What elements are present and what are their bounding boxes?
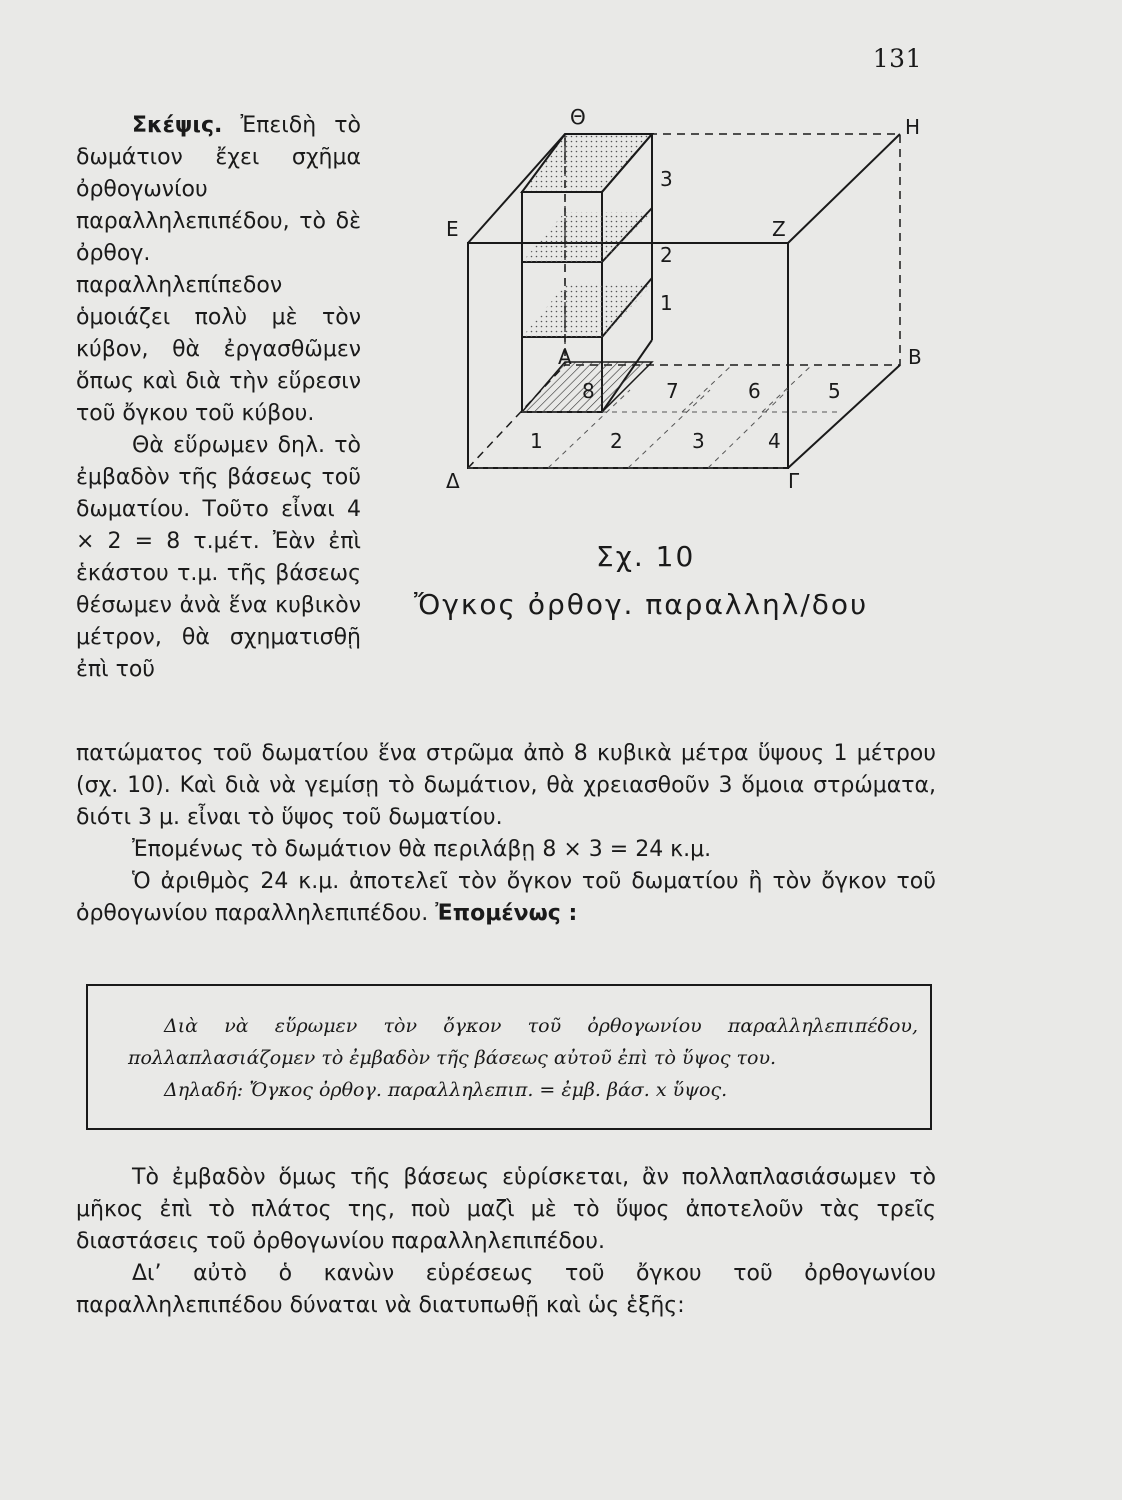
thought-body: Ἐπειδὴ τὸ δωμάτιον ἔχει σχῆμα ὀρθογωνίου παραλληλεπιπέδου, τὸ δὲ ὀρθογ. παραλληλεπίπεδον ὁμοιάζει πολὺ μὲ τὸν κύβον, θὰ ἐργασθῶμεν ὅπως καὶ διὰ τὴν εὕρεσιν τοῦ ὄγκου τοῦ κύβου. <box>76 113 362 426</box>
figure-caption: Σχ. 10 <box>596 540 696 573</box>
rule-formula: Δηλαδή: Ὄγκος ὀρθογ. παραλληλεπιπ. = ἐμβ. βάσ. x ὕψος. <box>164 1079 728 1101</box>
base-grid <box>468 365 840 468</box>
figure-parallelepiped <box>430 100 950 500</box>
continued-paragraph: πατώματος τοῦ δωματίου ἕνα στρῶμα ἀπὸ 8 κυβικὰ μέτρα ὕψους 1 μέτρου (σχ. 10). Καὶ διὰ νὰ γεμίσῃ τὸ δωμάτιον, θὰ χρειασθοῦν 3 ὅμοια στρώματα, διότι 3 μ. εἶναι τὸ ὕψος τοῦ δωματίου. <box>76 741 936 830</box>
front-row-number-2: 2 <box>610 429 623 453</box>
rule-restatement-intro: Δι’ αὐτὸ ὁ κανὼν εὑρέσεως τοῦ ὄγκου τοῦ ὀρθογωνίου παραλληλεπιπέδου δύναται νὰ διατυπωθῇ καὶ ὡς ἑξῆς: <box>76 1261 936 1318</box>
front-row-number-1: 1 <box>530 429 543 453</box>
page-number: 131 <box>872 44 922 73</box>
back-row-number-5: 5 <box>828 379 841 403</box>
result-paragraph: Ἐπομένως τὸ δωμάτιον θὰ περιλάβῃ 8 × 3 = 24 κ.μ. <box>132 837 712 862</box>
rule-box <box>86 984 932 1130</box>
stack-number-1: 1 <box>660 291 673 315</box>
back-row-number-8: 8 <box>582 379 595 403</box>
bottom-text <box>76 1162 936 1322</box>
label-theta: Θ <box>570 105 586 129</box>
therefore-word: Ἐπομένως : <box>435 901 578 926</box>
conclusion-paragraph <box>76 866 936 930</box>
side-column-text <box>76 110 361 686</box>
base-area-paragraph: Θὰ εὕρωμεν δηλ. τὸ ἐμβαδὸν τῆς βάσεως τοῦ δωματίου. Τοῦτο εἶναι 4 × 2 = 8 τ.μέτ. Ἐὰν ἐπὶ ἑκάστου τ.μ. τῆς βάσεως θέσωμεν ἀνὰ ἕνα κυβικὸν μέτρον, θὰ σχηματισθῇ ἐπὶ τοῦ <box>76 433 361 682</box>
rule-text <box>128 1010 918 1106</box>
thought-paragraph <box>76 110 361 430</box>
label-epsilon: Ε <box>446 217 459 241</box>
main-text <box>76 738 936 930</box>
label-alpha: Α <box>558 345 572 369</box>
stack-number-3: 3 <box>660 167 673 191</box>
front-row-number-4: 4 <box>768 429 781 453</box>
base-area-explanation: Τὸ ἐμβαδὸν ὅμως τῆς βάσεως εὑρίσκεται, ἂν πολλαπλασιάσωμεν τὸ μῆκος ἐπὶ τὸ πλάτος της, ποὺ μαζὶ μὲ τὸ ὕψος ἀποτελοῦν τὰς τρεῖς διαστάσεις τοῦ ὀρθογωνίου παραλληλεπιπέδου. <box>76 1165 936 1254</box>
label-eta: Η <box>905 115 921 139</box>
back-row-number-7: 7 <box>666 379 679 403</box>
edge-g-b <box>788 365 900 468</box>
label-delta: Δ <box>446 469 460 493</box>
front-face <box>468 243 788 468</box>
label-zeta: Ζ <box>772 217 786 241</box>
front-row-number-3: 3 <box>692 429 705 453</box>
rule-statement: Διὰ νὰ εὕρωμεν τὸν ὄγκον τοῦ ὀρθογωνίου παραλληλεπιπέδου, πολλαπλασιάζομεν τὸ ἐμβαδὸν τῆς βάσεως αὐτοῦ ἐπὶ τὸ ὕψος του. <box>128 1015 918 1069</box>
back-row-number-6: 6 <box>748 379 761 403</box>
conclusion-text: Ὁ ἀριθμὸς 24 κ.μ. ἀποτελεῖ τὸν ὄγκον τοῦ δωματίου ἢ τὸν ὄγκον τοῦ ὀρθογωνίου παραλληλεπιπέδου. <box>76 869 936 926</box>
edge-z-h <box>788 134 900 243</box>
stack-number-2: 2 <box>660 243 673 267</box>
cube-stack <box>522 134 652 412</box>
figure-title: Ὄγκος ὀρθογ. παραλληλ/δου <box>414 588 869 621</box>
label-beta: Β <box>908 345 922 369</box>
label-gamma: Γ <box>788 469 800 493</box>
figure-svg <box>430 100 950 500</box>
thought-lead: Σκέψις. <box>132 113 223 138</box>
